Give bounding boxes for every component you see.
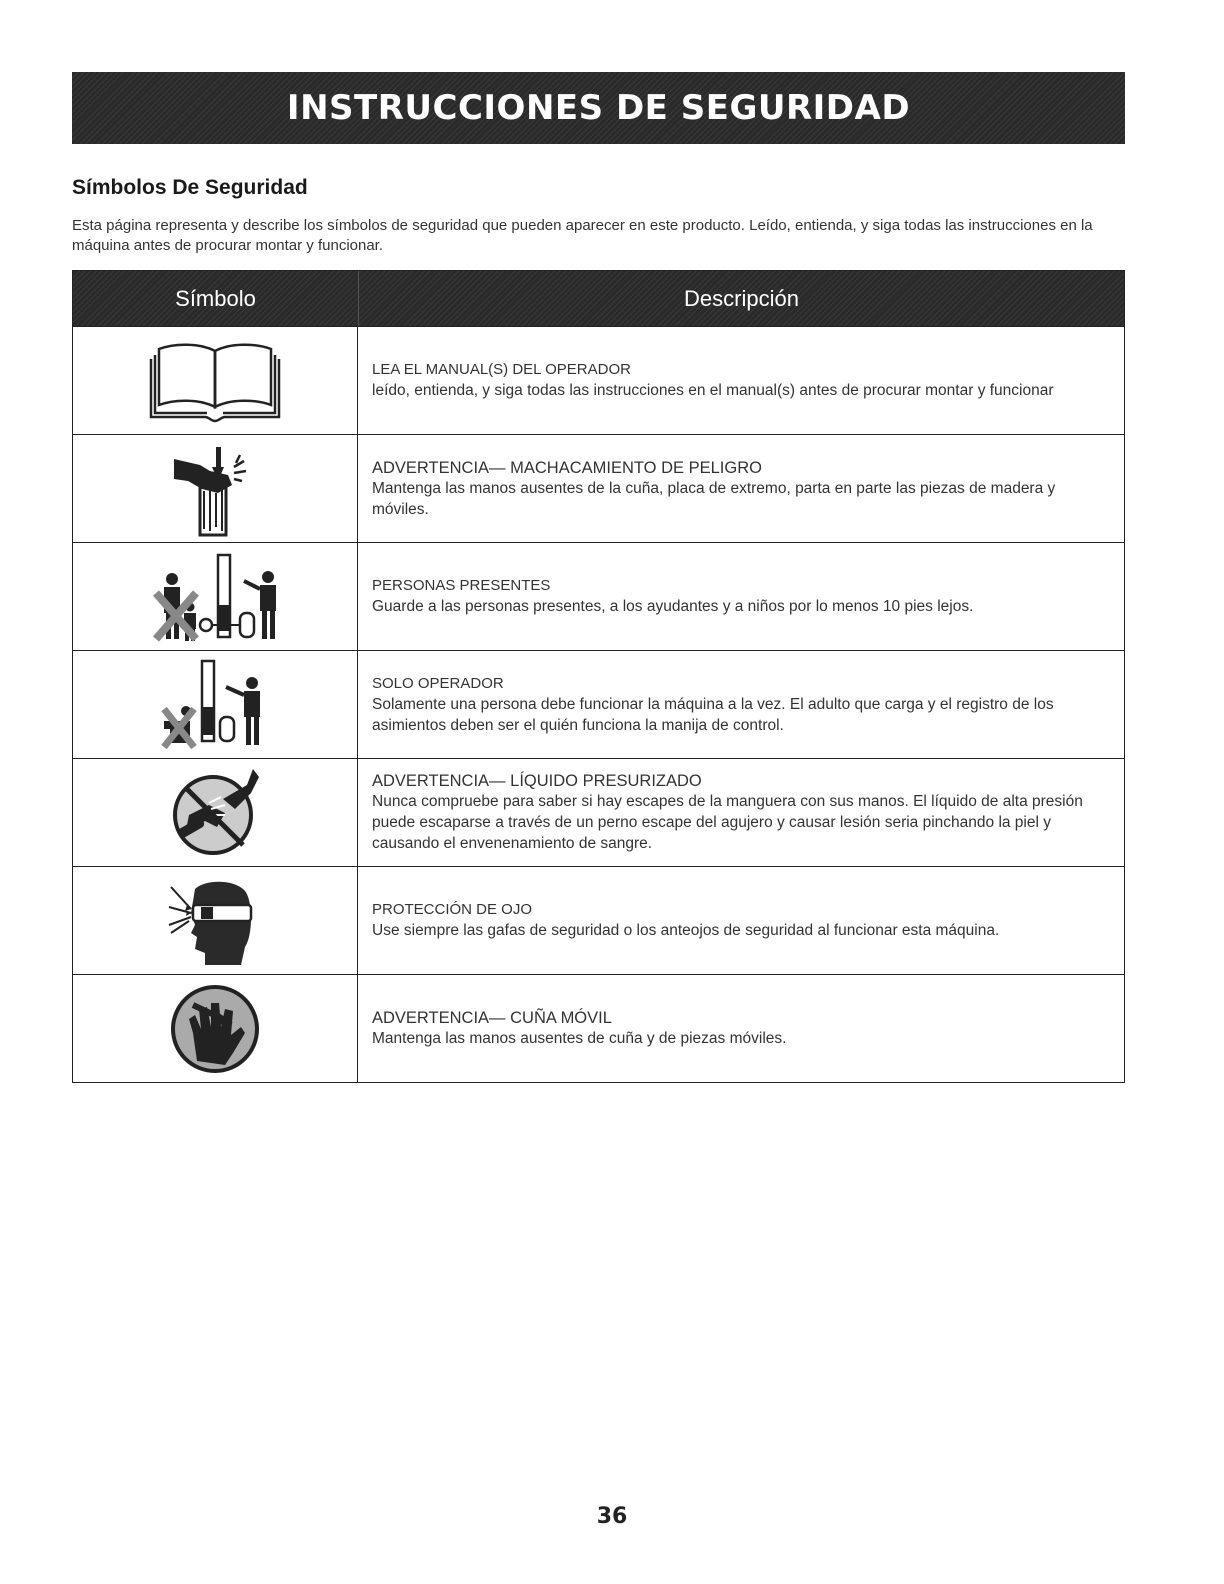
- section-intro: Esta página representa y describe los símbolos de seguridad que pueden aparecer en este producto. Leído, entienda, y siga todas las instrucciones en la máquina antes de procurar montar y funcionar.: [72, 217, 1093, 254]
- section-title: Símbolos De Seguridad: [72, 176, 308, 199]
- row-text: Mantenga las manos ausentes de cuña y de piezas móviles.: [372, 1030, 787, 1047]
- table-header: [73, 271, 1124, 326]
- table-row: [73, 758, 1124, 866]
- moving-wedge-icon: [167, 981, 263, 1077]
- crush-hazard-icon: [170, 441, 260, 537]
- table-row: [73, 650, 1124, 758]
- row-title: PROTECCIÓN DE OJO: [372, 901, 533, 918]
- single-operator-icon: [160, 657, 270, 753]
- bystanders-icon: [140, 549, 290, 645]
- page-banner: [72, 72, 1125, 144]
- table-row: [73, 434, 1124, 542]
- row-text: Guarde a las personas presentes, a los ayudantes y a niños por lo menos 10 pies lejos.: [372, 598, 974, 615]
- row-title: SOLO OPERADOR: [372, 674, 504, 692]
- table-row: [73, 974, 1124, 1082]
- row-text: Mantenga las manos ausentes de la cuña, placa de extremo, parta en parte las piezas de madera y móviles.: [372, 479, 1056, 518]
- safety-symbols-table: [72, 270, 1125, 1083]
- read-manual-icon: [145, 339, 285, 423]
- row-text: Use siempre las gafas de seguridad o los anteojos de seguridad al funcionar esta máquina.: [372, 922, 1000, 939]
- header-description: Descripción: [684, 285, 799, 311]
- row-title: ADVERTENCIA— MACHACAMIENTO DE PELIGRO: [372, 458, 762, 477]
- header-symbol: Símbolo: [73, 271, 359, 326]
- pressurized-fluid-icon: [165, 765, 265, 861]
- row-text: leído, entienda, y siga todas las instrucciones en el manual(s) antes de procurar montar y funcionar: [372, 382, 1054, 399]
- eye-protection-icon: [165, 873, 265, 969]
- table-row: [73, 542, 1124, 650]
- row-title: PERSONAS PRESENTES: [372, 577, 551, 594]
- table-row: [73, 866, 1124, 974]
- table-row: [73, 326, 1124, 434]
- row-title: ADVERTENCIA— LÍQUIDO PRESURIZADO: [372, 772, 702, 790]
- page-number: 36: [596, 1504, 628, 1529]
- row-title: LEA EL MANUAL(S) DEL OPERADOR: [372, 361, 631, 378]
- row-text: Solamente una persona debe funcionar la máquina a la vez. El adulto que carga y el registro de los asimientos deben ser el quién funciona la manija de control.: [372, 695, 1054, 734]
- row-text: Nunca compruebe para saber si hay escapes de la manguera con sus manos. El líquido de alta presión puede escaparse a través de un perno escape del agujero y causar lesión seria pinchando la piel y causando el envenenamiento de sangre.: [372, 793, 1083, 852]
- row-title: ADVERTENCIA— CUÑA MÓVIL: [372, 1009, 612, 1027]
- banner-title: INSTRUCCIONES DE SEGURIDAD: [286, 88, 911, 128]
